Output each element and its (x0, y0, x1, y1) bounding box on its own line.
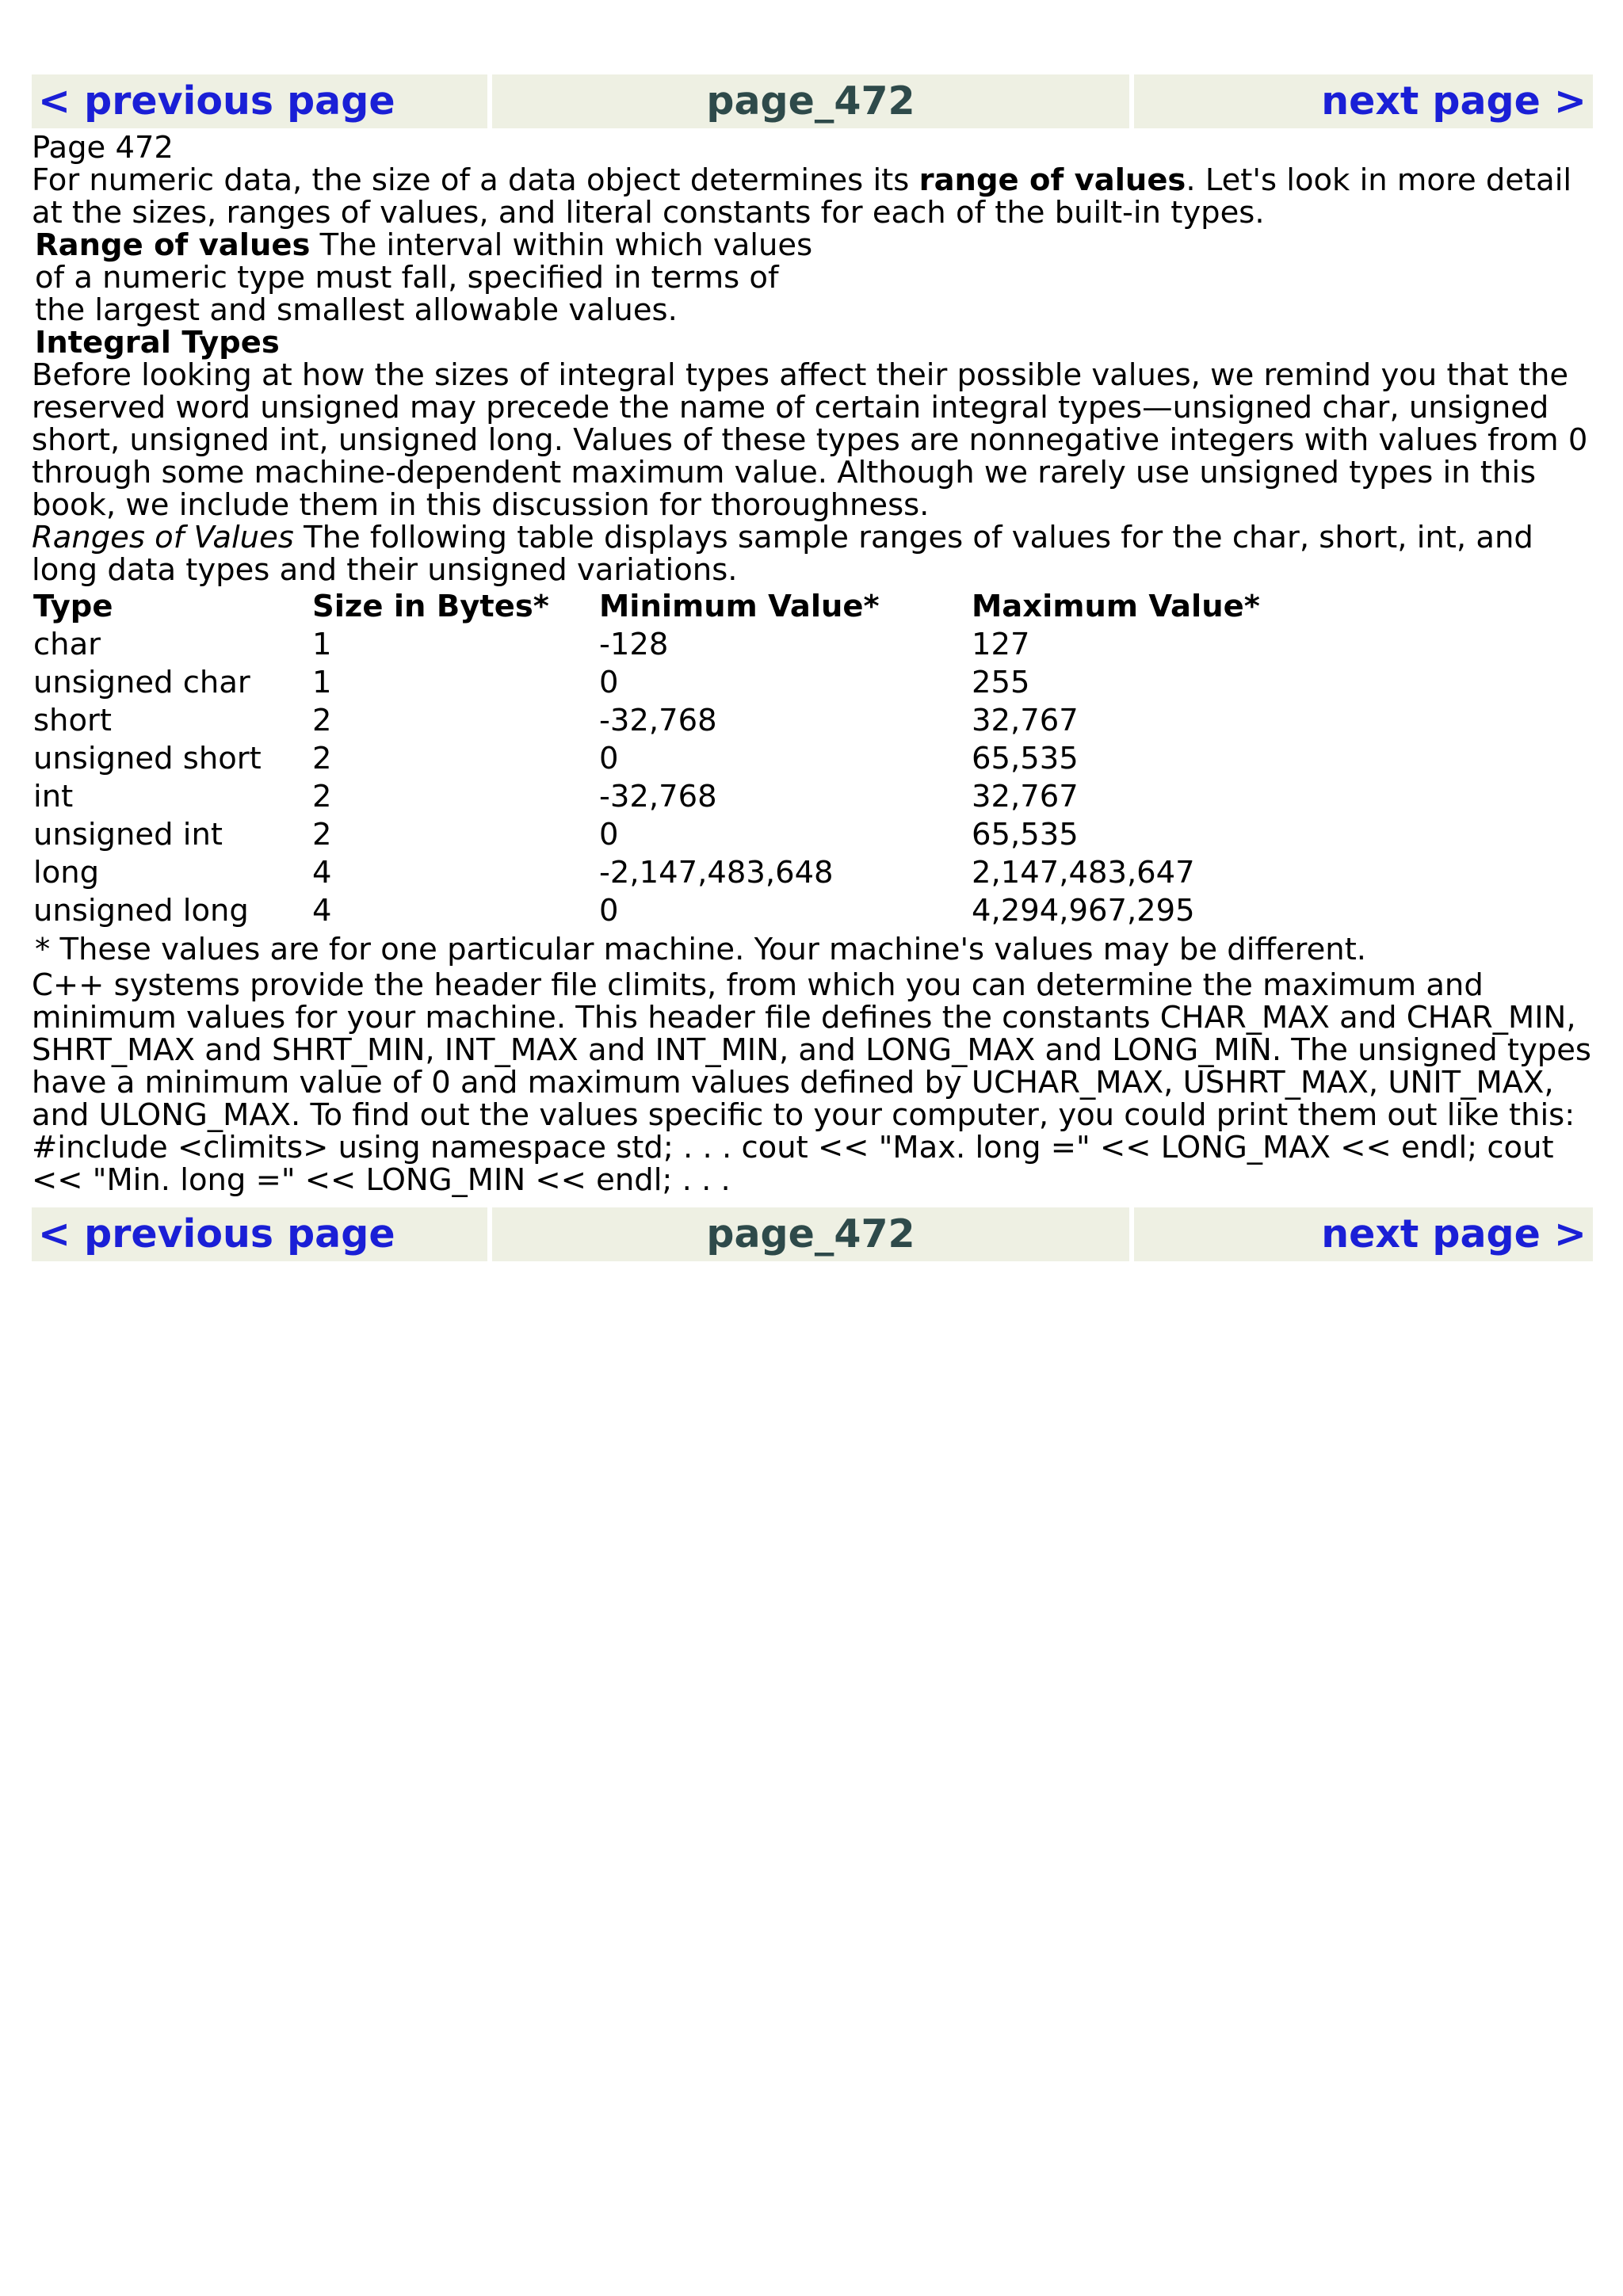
table-cell: -32,768 (599, 703, 717, 738)
table-header-cell: Size in Bytes* (312, 589, 549, 624)
intro-paragraph (32, 164, 1593, 229)
table-cell: 0 (599, 817, 619, 852)
definition-text: The interval within which values of a numeric type must fall, specified in terms of the largest and smallest allowable values. (35, 227, 813, 328)
table-cell: unsigned long (33, 893, 249, 929)
table-header-row (33, 588, 1368, 626)
previous-page-link[interactable]: < previous page (32, 74, 487, 128)
table-row (33, 816, 1368, 854)
ranges-text: The following table displays sample ranges of values for the char, short, int, and long data types and their unsigned variations. (32, 520, 1533, 588)
definition-box (35, 229, 827, 326)
table-row (33, 778, 1368, 816)
table-cell: char (33, 627, 101, 662)
intro-text-start: For numeric data, the size of a data object determines its (32, 162, 919, 198)
table-cell: 2 (312, 703, 332, 738)
table-row (33, 854, 1368, 892)
table-cell: unsigned short (33, 741, 262, 776)
table-cell: 2 (312, 817, 332, 852)
integral-types-heading: Integral Types (35, 325, 280, 360)
table-cell: 255 (972, 665, 1030, 700)
table-header-cell: Minimum Value* (599, 589, 880, 624)
page-number-label: Page 472 (32, 130, 174, 166)
table-cell: unsigned char (33, 665, 250, 700)
table-cell: 0 (599, 893, 619, 929)
table-cell: -32,768 (599, 779, 717, 814)
table-cell: int (33, 779, 74, 814)
table-row (33, 702, 1368, 740)
table-cell: unsigned int (33, 817, 223, 852)
table-cell: 0 (599, 741, 619, 776)
table-footnote: * These values are for one particular machine. Your machine's values may be different. (35, 932, 1367, 967)
table-cell: 1 (312, 665, 332, 700)
table-cell: 2 (312, 779, 332, 814)
intro-bold-term: range of values (918, 162, 1186, 198)
page-name-link[interactable]: page_472 (492, 1207, 1130, 1261)
previous-page-link[interactable]: < previous page (32, 1207, 487, 1261)
table-header-cell: Type (33, 589, 113, 624)
table-cell: -128 (599, 627, 669, 662)
climits-paragraph: C++ systems provide the header file climits, from which you can determine the maximum and minimum values for your machine. This header file defines the constants CHAR_MAX and CHAR_MIN, SHRT_MAX and SHRT_MIN, INT_MAX and INT_MIN, and LONG_MAX and LONG_MIN. The unsigned types have a minimum value of 0 and maximum values defined by UCHAR_MAX, USHRT_MAX, UNIT_MAX, and ULONG_MAX. To find out the values specific to your computer, you could print them out like this: #include <climits> using namespace std; . . . cout << "Max. long =" << LONG_MAX << endl; cout << "Min. long =" << LONG_MIN << endl; . . . (32, 967, 1591, 1198)
ranges-italic-term: Ranges of Values (32, 520, 294, 555)
table-row (33, 664, 1368, 702)
ranges-paragraph (32, 521, 1593, 586)
table-cell: long (33, 855, 100, 891)
intro-text-end: . Let's look in more detail at the sizes, ranges of values, and literal constants for each of the built-in types. (32, 162, 1572, 231)
table-cell: 127 (972, 627, 1030, 662)
top-navigation-bar (32, 74, 1593, 128)
bottom-navigation-bar (32, 1207, 1593, 1261)
integral-ranges-table (33, 588, 1368, 930)
table-header-cell: Maximum Value* (972, 589, 1260, 624)
table-row (33, 626, 1368, 664)
table-cell: 2,147,483,647 (972, 855, 1195, 891)
table-cell: 4 (312, 855, 332, 891)
table-cell: 1 (312, 627, 332, 662)
table-row (33, 740, 1368, 778)
table-cell: 0 (599, 665, 619, 700)
next-page-link[interactable]: next page > (1134, 74, 1593, 128)
table-cell: -2,147,483,648 (599, 855, 834, 891)
table-cell: 4 (312, 893, 332, 929)
table-cell: 4,294,967,295 (972, 893, 1195, 929)
table-cell: 65,535 (972, 817, 1079, 852)
definition-term: Range of values (35, 227, 311, 263)
next-page-link[interactable]: next page > (1134, 1207, 1593, 1261)
table-cell: 2 (312, 741, 332, 776)
page-content (32, 128, 1593, 1196)
page (32, 74, 1593, 1261)
table-cell: 32,767 (972, 703, 1079, 738)
table-cell: short (33, 703, 112, 738)
table-cell: 32,767 (972, 779, 1079, 814)
integral-types-paragraph: Before looking at how the sizes of integral types affect their possible values, we remind you that the reserved word unsigned may precede the name of certain integral types—unsigned char, unsigned short, unsigned int, unsigned long. Values of these types are nonnegative integers with values from 0 through some machine-dependent maximum value. Although we rarely use unsigned types in this book, we include them in this discussion for thoroughness. (32, 357, 1588, 523)
table-cell: 65,535 (972, 741, 1079, 776)
table-row (33, 892, 1368, 930)
page-name-link[interactable]: page_472 (492, 74, 1130, 128)
